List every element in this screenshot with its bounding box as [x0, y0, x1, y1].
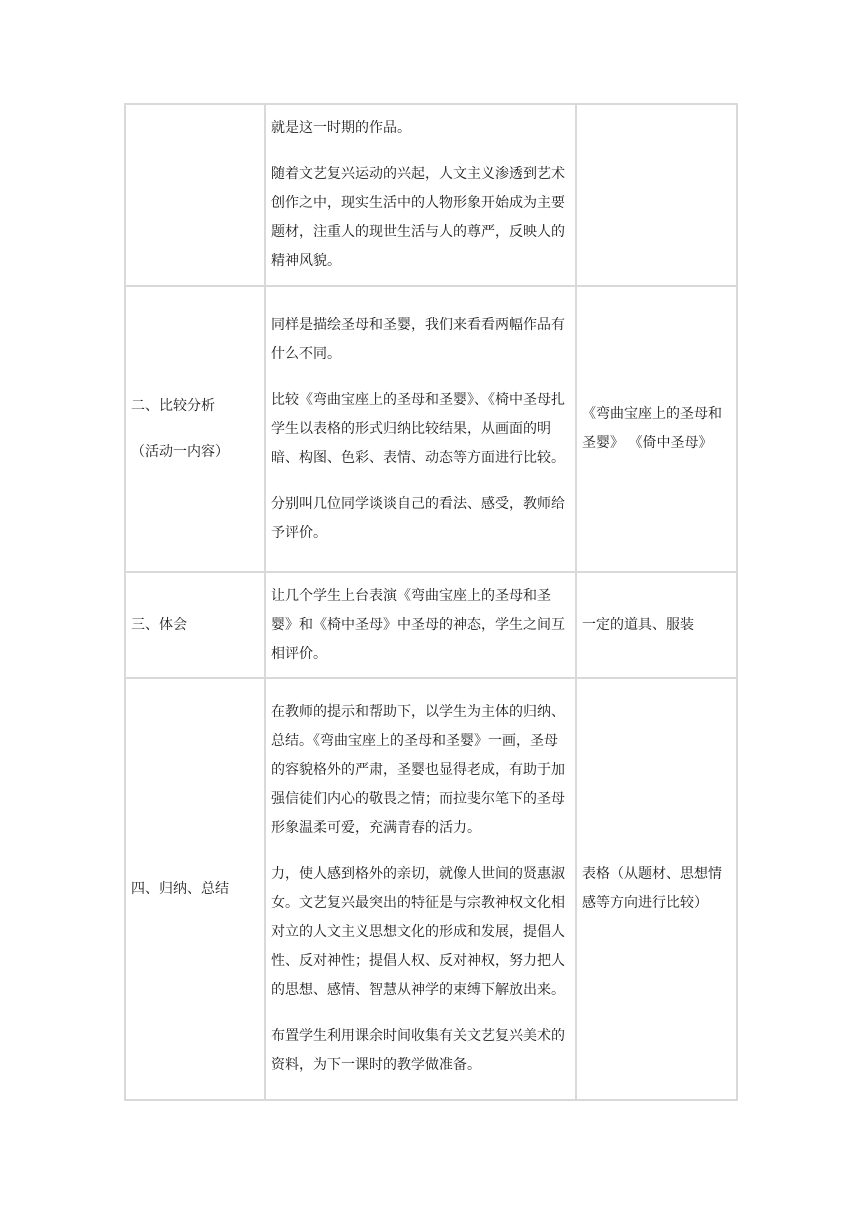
stage-title: 四、归纳、总结 [131, 880, 229, 897]
activity-paragraph: 分别叫几位同学谈谈自己的看法、感受，教师给予评价。 [271, 495, 565, 541]
table-row [125, 104, 737, 286]
activity-cell [265, 104, 576, 286]
resource-cell [576, 572, 737, 678]
stage-title: 二、比较分析 [131, 397, 215, 414]
resource-text: 一定的道具、服装 [582, 616, 694, 633]
stage-cell [125, 678, 265, 1100]
stage-cell [125, 104, 265, 286]
stage-cell [125, 572, 265, 678]
activity-paragraph: 在教师的提示和帮助下，以学生为主体的归纳、总结。《弯曲宝座上的圣母和圣婴》一画，圣母的容貌格外的严肃，圣婴也显得老成，有助于加强信徒们内心的敬畏之情；而拉斐尔笔下的圣母形象温柔可爱，充满青春的活力。 [271, 704, 565, 836]
activity-cell [265, 572, 576, 678]
activity-cell [265, 678, 576, 1100]
resource-text: 表格（从题材、思想情感等方向进行比较） [582, 866, 722, 911]
activity-paragraph: 同样是描绘圣母和圣婴，我们来看看两幅作品有什么不同。 [271, 316, 565, 362]
stage-cell [125, 286, 265, 572]
resource-cell [576, 104, 737, 286]
stage-subtitle: （活动一内容） [131, 443, 229, 460]
resource-cell [576, 286, 737, 572]
activity-paragraph: 就是这一时期的作品。 [271, 120, 411, 136]
activity-cell [265, 286, 576, 572]
activity-paragraph: 比较《弯曲宝座上的圣母和圣婴》、《椅中圣母扎 学生以表格的形式归纳比较结果，从画面的明暗、构图、色彩、表情、动态等方面进行比较。 [271, 391, 565, 466]
table-row [125, 572, 737, 678]
activity-paragraph: 让几个学生上台表演《弯曲宝座上的圣母和圣婴》和《椅中圣母》中圣母的神态，学生之间互相评价。 [271, 587, 565, 662]
stage-title: 三、体会 [131, 616, 187, 633]
activity-paragraph: 随着文艺复兴运动的兴起，人文主义渗透到艺术创作之中，现实生活中的人物形象开始成为主要题材，注重人的现世生活与人的尊严，反映人的精神风貌。 [271, 166, 565, 269]
activity-paragraph: 力，使人感到格外的亲切，就像人世间的贤惠淑女。文艺复兴最突出的特征是与宗教神权文化相对立的人文主义思想文化的形成和发展，提倡人性、反对神性；提倡人权、反对神权，努力把人的思想、感情、智慧从神学的束缚下解放出来。 [271, 866, 565, 998]
activity-paragraph: 布置学生利用课余时间收集有关文艺复兴美术的资料，为下一课时的教学做准备。 [271, 1028, 565, 1073]
resource-cell [576, 678, 737, 1100]
table-row [125, 678, 737, 1100]
lesson-plan-table [124, 103, 738, 1101]
resource-text: 《弯曲宝座上的圣母和圣婴》 《倚中圣母》 [582, 406, 722, 451]
table-row [125, 286, 737, 572]
